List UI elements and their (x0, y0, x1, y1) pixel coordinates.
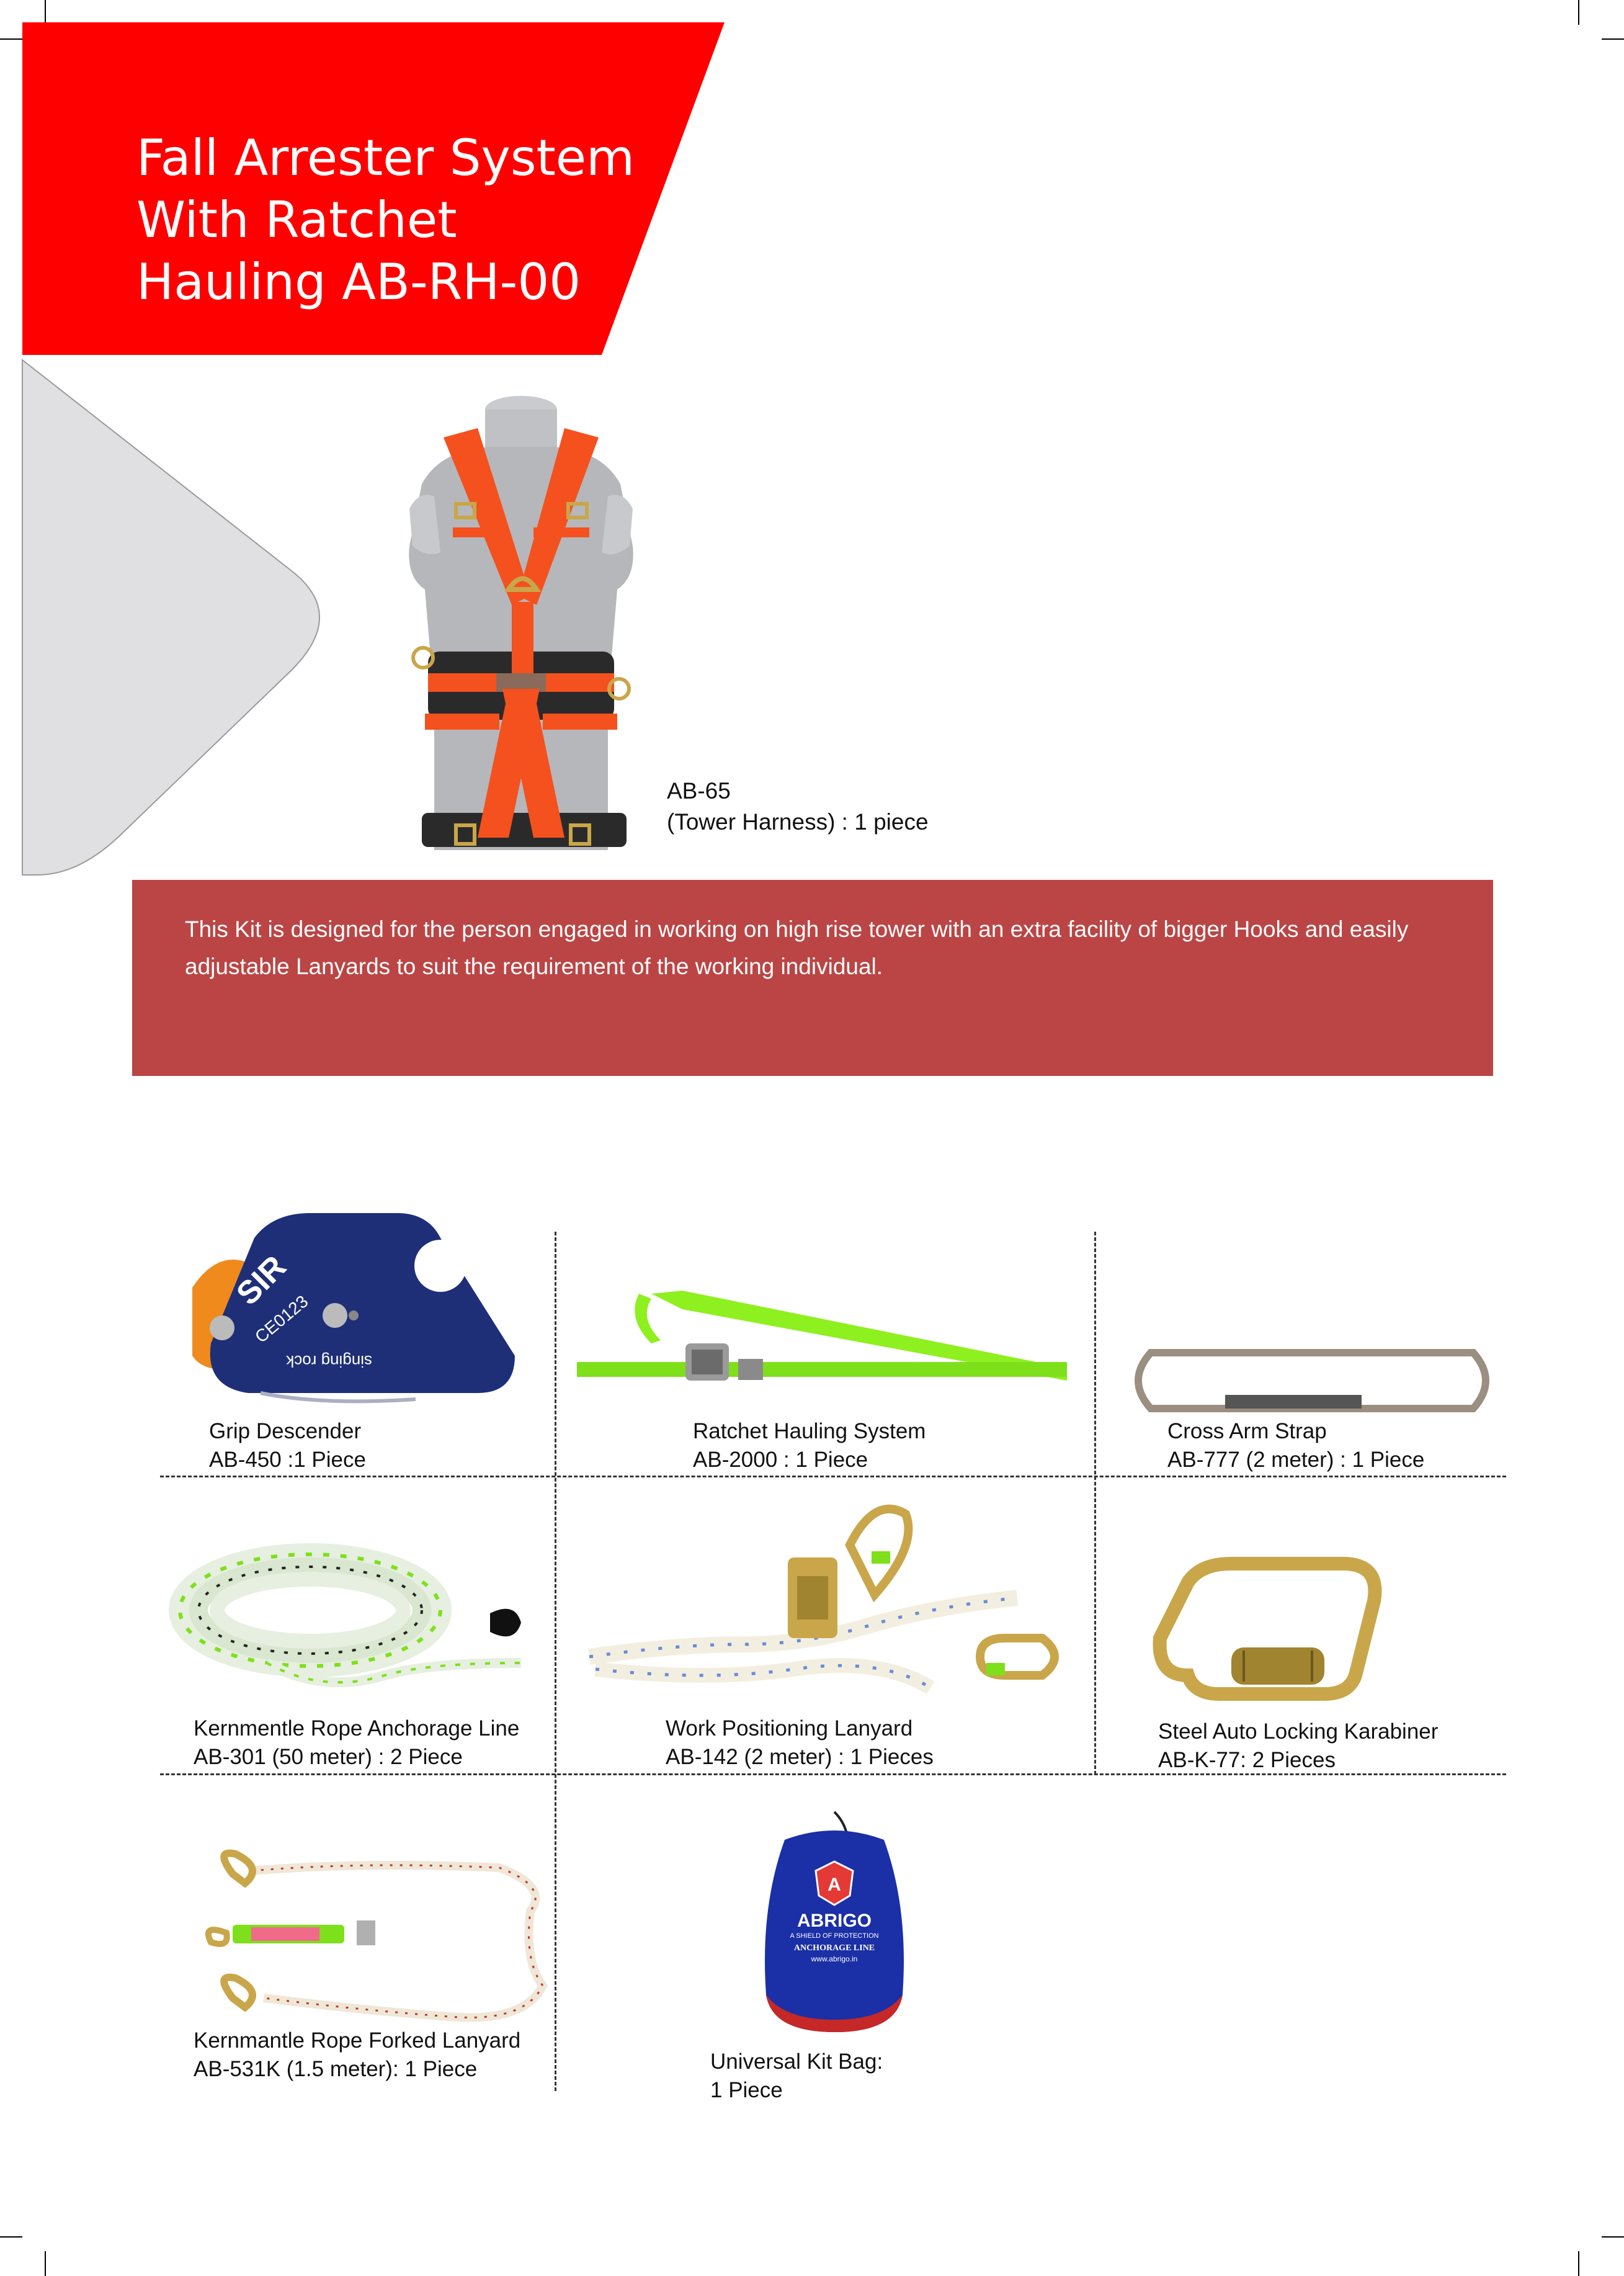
item-caption (666, 1714, 934, 1772)
crop-mark (1578, 0, 1579, 25)
harness-caption (667, 776, 929, 838)
item-name: Universal Kit Bag: (710, 2050, 883, 2074)
crop-mark (1602, 2236, 1624, 2238)
tower-harness-image (385, 391, 658, 862)
item-name: Steel Auto Locking Karabiner (1158, 1719, 1439, 1744)
descender-ce: CE0123 (251, 1291, 312, 1347)
item-name: Cross Arm Strap (1167, 1419, 1327, 1443)
crop-mark (1602, 38, 1624, 40)
cross-arm-strap-image (1126, 1346, 1498, 1415)
item-caption (194, 1714, 519, 1772)
bag-logo-letter: A (828, 1875, 841, 1895)
item-caption (1167, 1417, 1424, 1474)
item-detail: 1 Piece (710, 2078, 783, 2102)
steel-karabiner-image (1151, 1551, 1386, 1700)
item-name: Kernmentle Rope Anchorage Line (194, 1716, 520, 1741)
item-detail: AB-450 :1 Piece (209, 1448, 366, 1472)
bag-tagline: A SHIELD OF PROTECTION (790, 1932, 879, 1940)
kernmantle-rope-coil-image (167, 1545, 533, 1706)
grip-descender-image (167, 1213, 515, 1418)
descender-brand: singing rock (286, 1352, 372, 1371)
bag-line: ANCHORAGE LINE (793, 1943, 875, 1953)
harness-desc: (Tower Harness) : 1 piece (667, 809, 929, 835)
item-caption (209, 1417, 366, 1474)
grey-decor-shape (0, 347, 347, 881)
title-line: Hauling AB-RH-00 (136, 253, 581, 311)
item-caption (1158, 1718, 1438, 1775)
item-name: Grip Descender (209, 1419, 362, 1443)
work-positioning-lanyard-image (583, 1489, 1067, 1719)
crop-mark (0, 2236, 22, 2238)
bag-web: www.abrigo.in (811, 1955, 858, 1963)
item-detail: AB-301 (50 meter) : 2 Piece (194, 1745, 463, 1769)
grid-divider (160, 1476, 1506, 1477)
crop-mark (45, 2251, 46, 2276)
item-detail: AB-2000 : 1 Piece (693, 1448, 868, 1472)
description-banner (132, 880, 1493, 1076)
item-detail: AB-142 (2 meter) : 1 Pieces (666, 1745, 934, 1769)
grid-divider (555, 1232, 556, 2091)
description-text: This Kit is designed for the person engaged in working on high rise tower with an extra facility of bigger Hooks and easily adjustable Lanyards to suit the requirement of the working individual. (185, 916, 1409, 979)
crop-mark (1578, 2251, 1579, 2276)
item-caption (194, 2027, 520, 2084)
grid-divider (1094, 1232, 1096, 1775)
descender-model: SIR (230, 1248, 293, 1312)
item-name: Work Positioning Lanyard (666, 1716, 913, 1741)
item-caption (710, 2048, 883, 2105)
kit-bag-image (760, 1809, 909, 2038)
item-name: Ratchet Hauling System (693, 1419, 926, 1443)
item-detail: AB-777 (2 meter) : 1 Piece (1167, 1448, 1425, 1472)
title-line: Fall Arrester System (136, 129, 635, 187)
item-detail: AB-531K (1.5 meter): 1 Piece (194, 2057, 478, 2081)
title-line: With Ratchet (136, 191, 457, 249)
harness-code: AB-65 (667, 778, 731, 804)
page-title (136, 127, 645, 313)
item-name: Kernmantle Rope Forked Lanyard (194, 2028, 521, 2053)
bag-brand: ABRIGO (797, 1911, 872, 1931)
forked-lanyard-image (177, 1849, 549, 2035)
item-caption (693, 1417, 926, 1474)
ratchet-hauling-image (577, 1281, 1073, 1387)
item-detail: AB-K-77: 2 Pieces (1158, 1748, 1336, 1772)
